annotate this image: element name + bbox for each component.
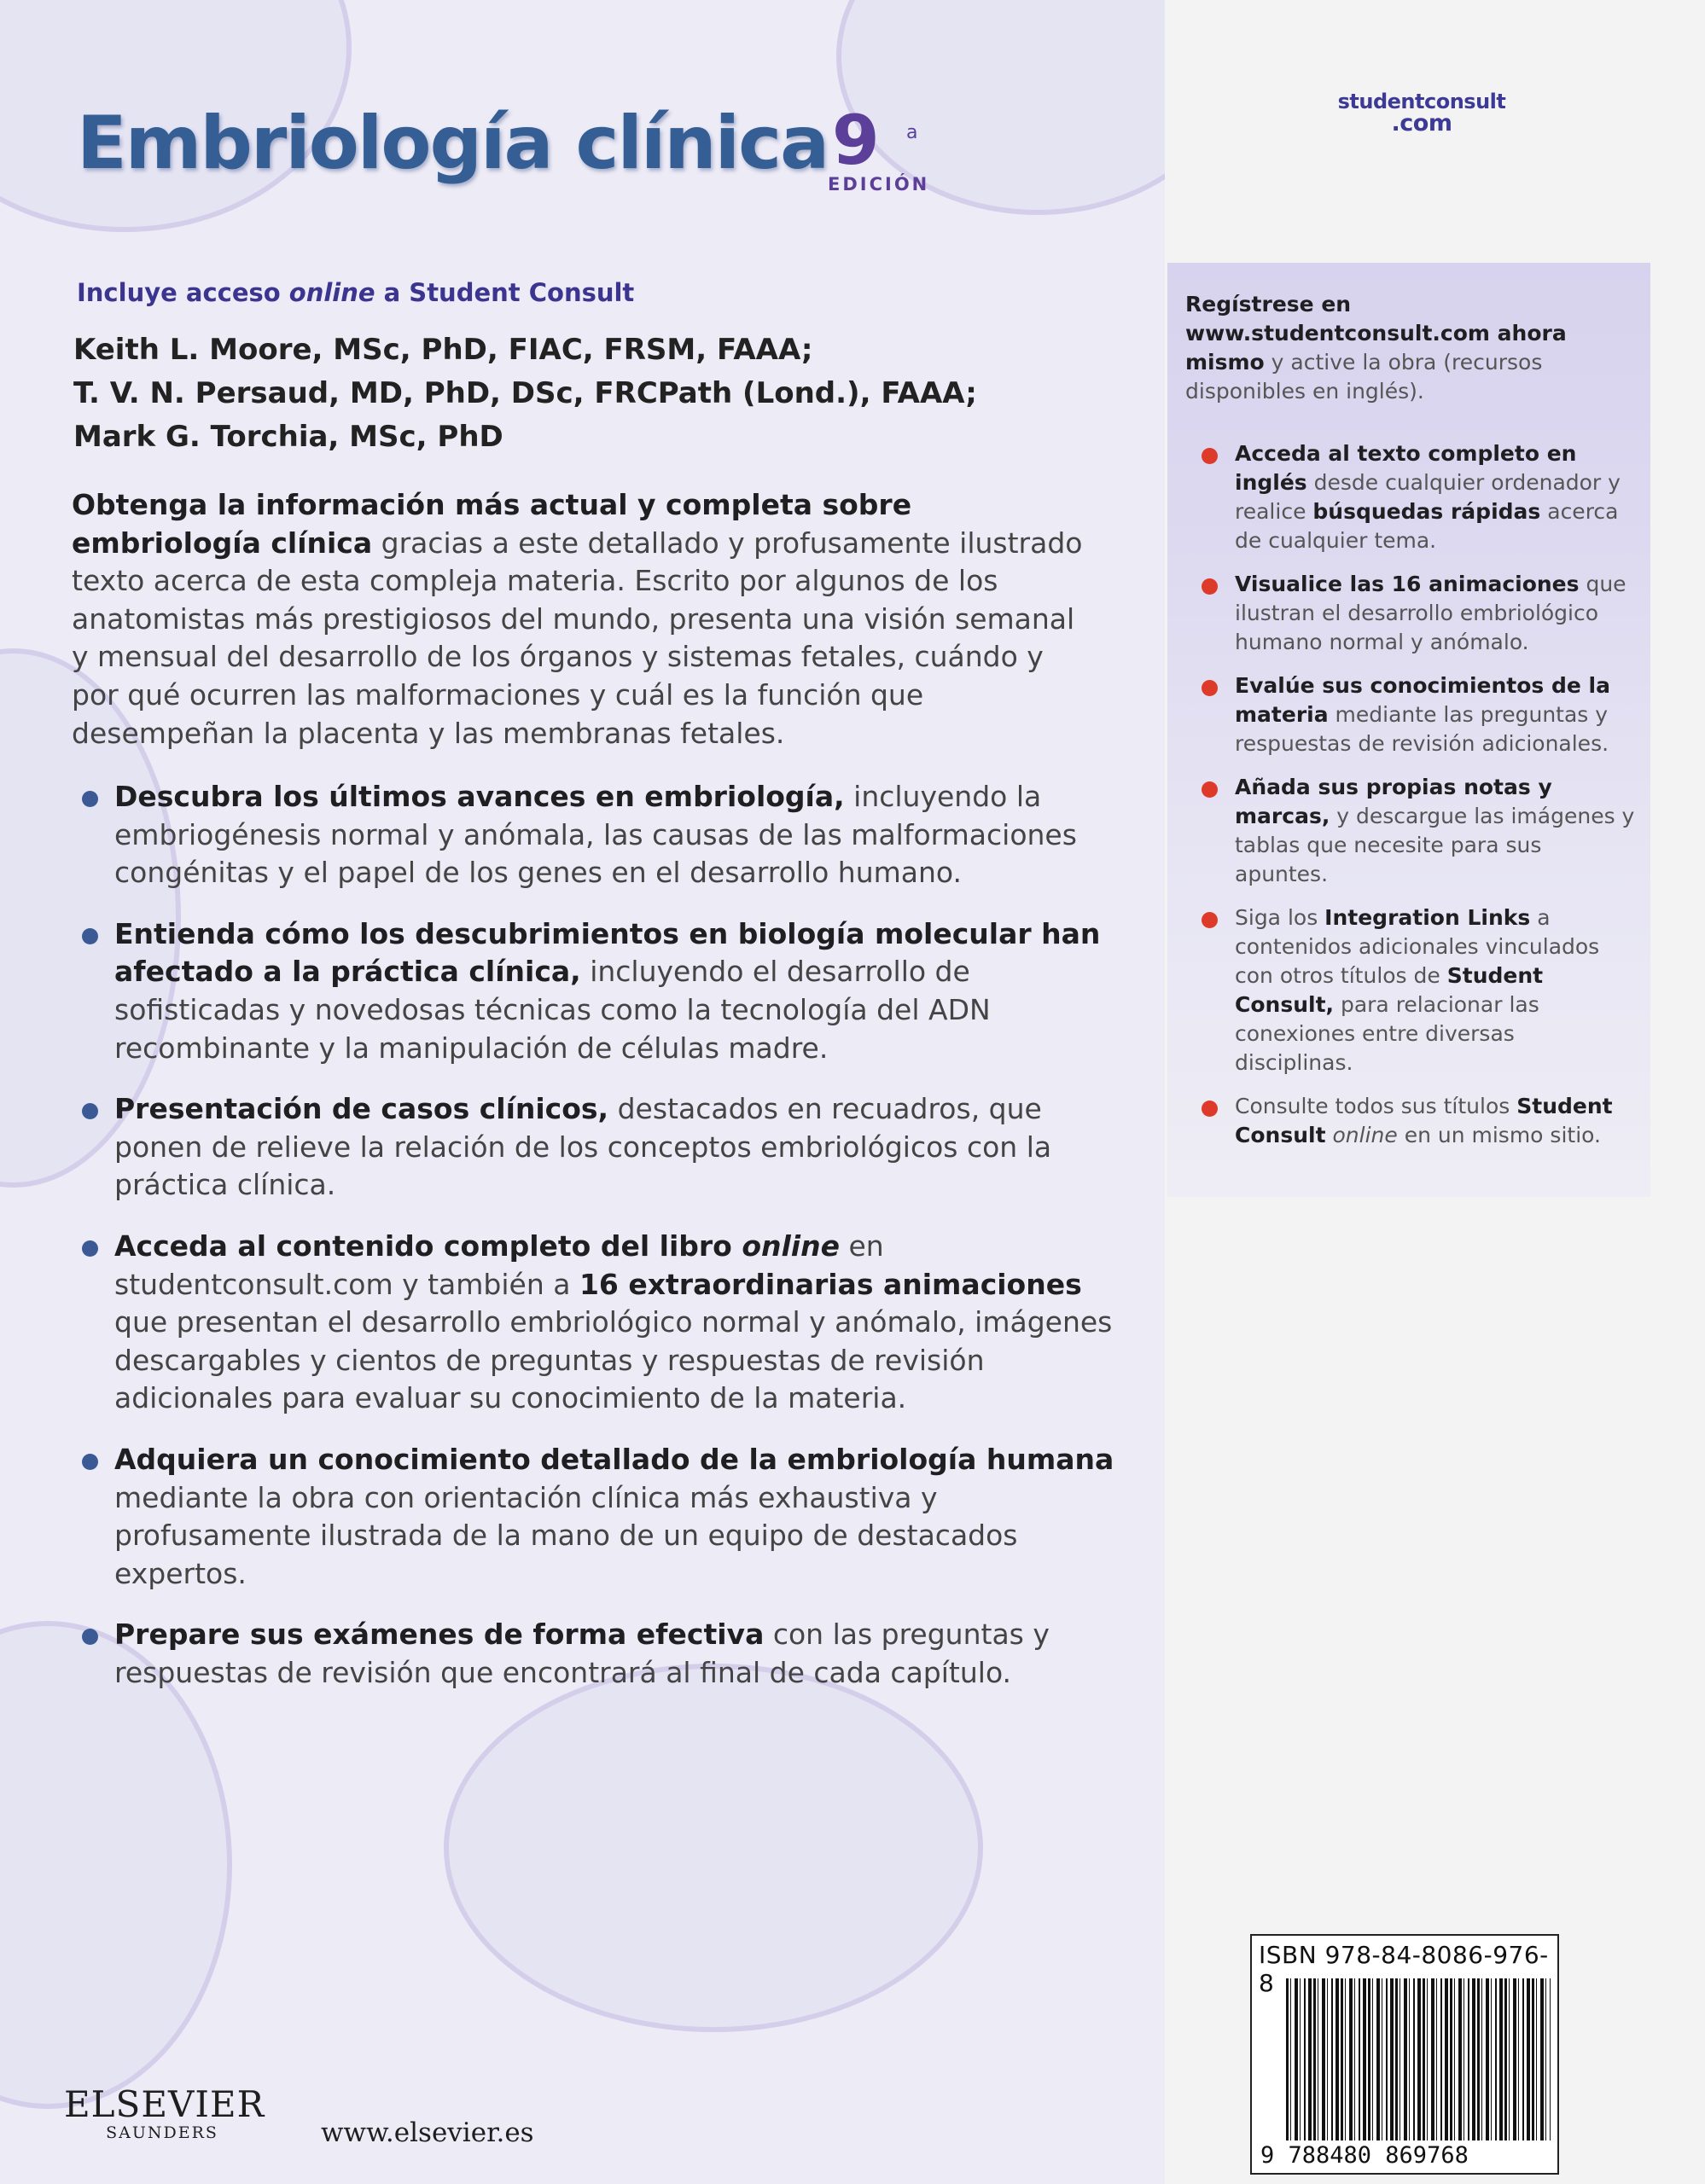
- publisher-website: www.elsevier.es: [321, 2117, 534, 2148]
- feature-item: Acceda al contenido completo del libro online en studentconsult.com y también a 16 extraordinarias animaciones que presentan el desarrollo embriológico normal y anómalo, imágenes descargables y cientos de preguntas y respuestas de revisión adicionales para evaluar su conocimiento de la materia.: [72, 1228, 1130, 1418]
- feature-item: Presentación de casos clínicos, destacados en recuadros, que ponen de relieve la relación de los conceptos embriológicos con la práctica clínica.: [72, 1090, 1130, 1205]
- feature-item: Prepare sus exámenes de forma efectiva con las preguntas y respuestas de revisión que encontrará al final de cada capítulo.: [72, 1616, 1130, 1692]
- isbn-barcode: [1250, 1934, 1559, 2175]
- intro-paragraph: Obtenga la información más actual y completa sobre embriología clínica gracias a este detallado y profusamente ilustrado texto acerca de esta compleja materia. Escrito por algunos de los anatomistas más prestigiosos del mundo, presenta una visión semanal y mensual del desarrollo de los órganos y sistemas fetales, cuándo y por qué ocurren las malformaciones y cuál es la función que desempeñan la placenta y las membranas fetales.: [72, 488, 1083, 750]
- author-line: Keith L. Moore, MSc, PhD, FIAC, FRSM, FAAA;: [73, 333, 813, 367]
- edition-label: EDICIÓN: [828, 174, 930, 195]
- bullet-icon: [82, 791, 98, 807]
- author-list: [73, 328, 977, 459]
- author-line: T. V. N. Persaud, MD, PhD, DSc, FRCPath (Lond.), FAAA;: [73, 376, 977, 410]
- book-title-block: [77, 101, 828, 186]
- elsevier-logo: ELSEVIER SAUNDERS: [64, 2083, 265, 2142]
- edition-number: 9: [832, 101, 880, 180]
- bullet-icon: [1202, 1101, 1218, 1117]
- online-access-note: Incluye acceso online a Student Consult: [77, 278, 635, 307]
- bullet-icon: [1202, 680, 1218, 696]
- student-consult-feature-list: [1199, 439, 1638, 1165]
- author-line: Mark G. Torchia, MSc, PhD: [73, 420, 503, 454]
- barcode-bars: [1286, 1978, 1551, 2140]
- isbn-text: ISBN 978-84-8086-976-8: [1259, 1941, 1549, 1997]
- decorative-cell-shape: [0, 1621, 232, 2109]
- sc-feature-item: Acceda al texto completo en inglés desde cualquier ordenador y realice búsquedas rápidas acerca de cualquier tema.: [1199, 439, 1638, 555]
- feature-list: [72, 778, 1130, 1692]
- barcode-digits: 9 788480 869768: [1260, 2142, 1469, 2169]
- sc-feature-item: Visualice las 16 animaciones que ilustran el desarrollo embriológico humano normal y anómalo.: [1199, 570, 1638, 657]
- sc-feature-item: Evalúe sus conocimientos de la materia mediante las preguntas y respuestas de revisión adicionales.: [1199, 671, 1638, 758]
- bullet-icon: [82, 1103, 98, 1119]
- bullet-icon: [82, 1240, 98, 1257]
- bullet-icon: [1202, 448, 1218, 464]
- bullet-icon: [1202, 781, 1218, 798]
- sc-feature-item: Siga los Integration Links a contenidos adicionales vinculados con otros títulos de Student Consult, para relacionar las conexiones entre diversas disciplinas.: [1199, 903, 1638, 1077]
- bullet-icon: [82, 1629, 98, 1645]
- bullet-icon: [1202, 912, 1218, 928]
- feature-item: Entienda cómo los descubrimientos en biología molecular han afectado a la práctica clínica, incluyendo el desarrollo de sofisticadas y novedosas técnicas como la tecnología del ADN recombinante y la manipulación de células madre.: [72, 915, 1130, 1067]
- bullet-icon: [82, 928, 98, 944]
- decorative-cell-shape: [444, 1664, 983, 2032]
- feature-item: Adquiera un conocimiento detallado de la embriología humana mediante la obra con orientación clínica más exhaustiva y profusamente ilustrada de la mano de un equipo de destacados expertos.: [72, 1441, 1130, 1593]
- edition-superscript: a: [906, 122, 918, 143]
- sc-feature-item: Añada sus propias notas y marcas, y descargue las imágenes y tablas que necesite para sus apuntes.: [1199, 773, 1638, 889]
- bullet-icon: [1202, 578, 1218, 595]
- book-title: Embriología clínica: [77, 101, 829, 186]
- studentconsult-logo: studentconsult .com: [1337, 90, 1506, 136]
- sc-feature-item: Consulte todos sus títulos Student Consult online en un mismo sitio.: [1199, 1092, 1638, 1150]
- feature-item: Descubra los últimos avances en embriología, incluyendo la embriogénesis normal y anómala, las causas de las malformaciones congénitas y el papel de los genes en el desarrollo humano.: [72, 778, 1130, 892]
- bullet-icon: [82, 1454, 98, 1470]
- register-note: Regístrese en www.studentconsult.com ahora mismo y active la obra (recursos disponibles en inglés).: [1185, 292, 1567, 404]
